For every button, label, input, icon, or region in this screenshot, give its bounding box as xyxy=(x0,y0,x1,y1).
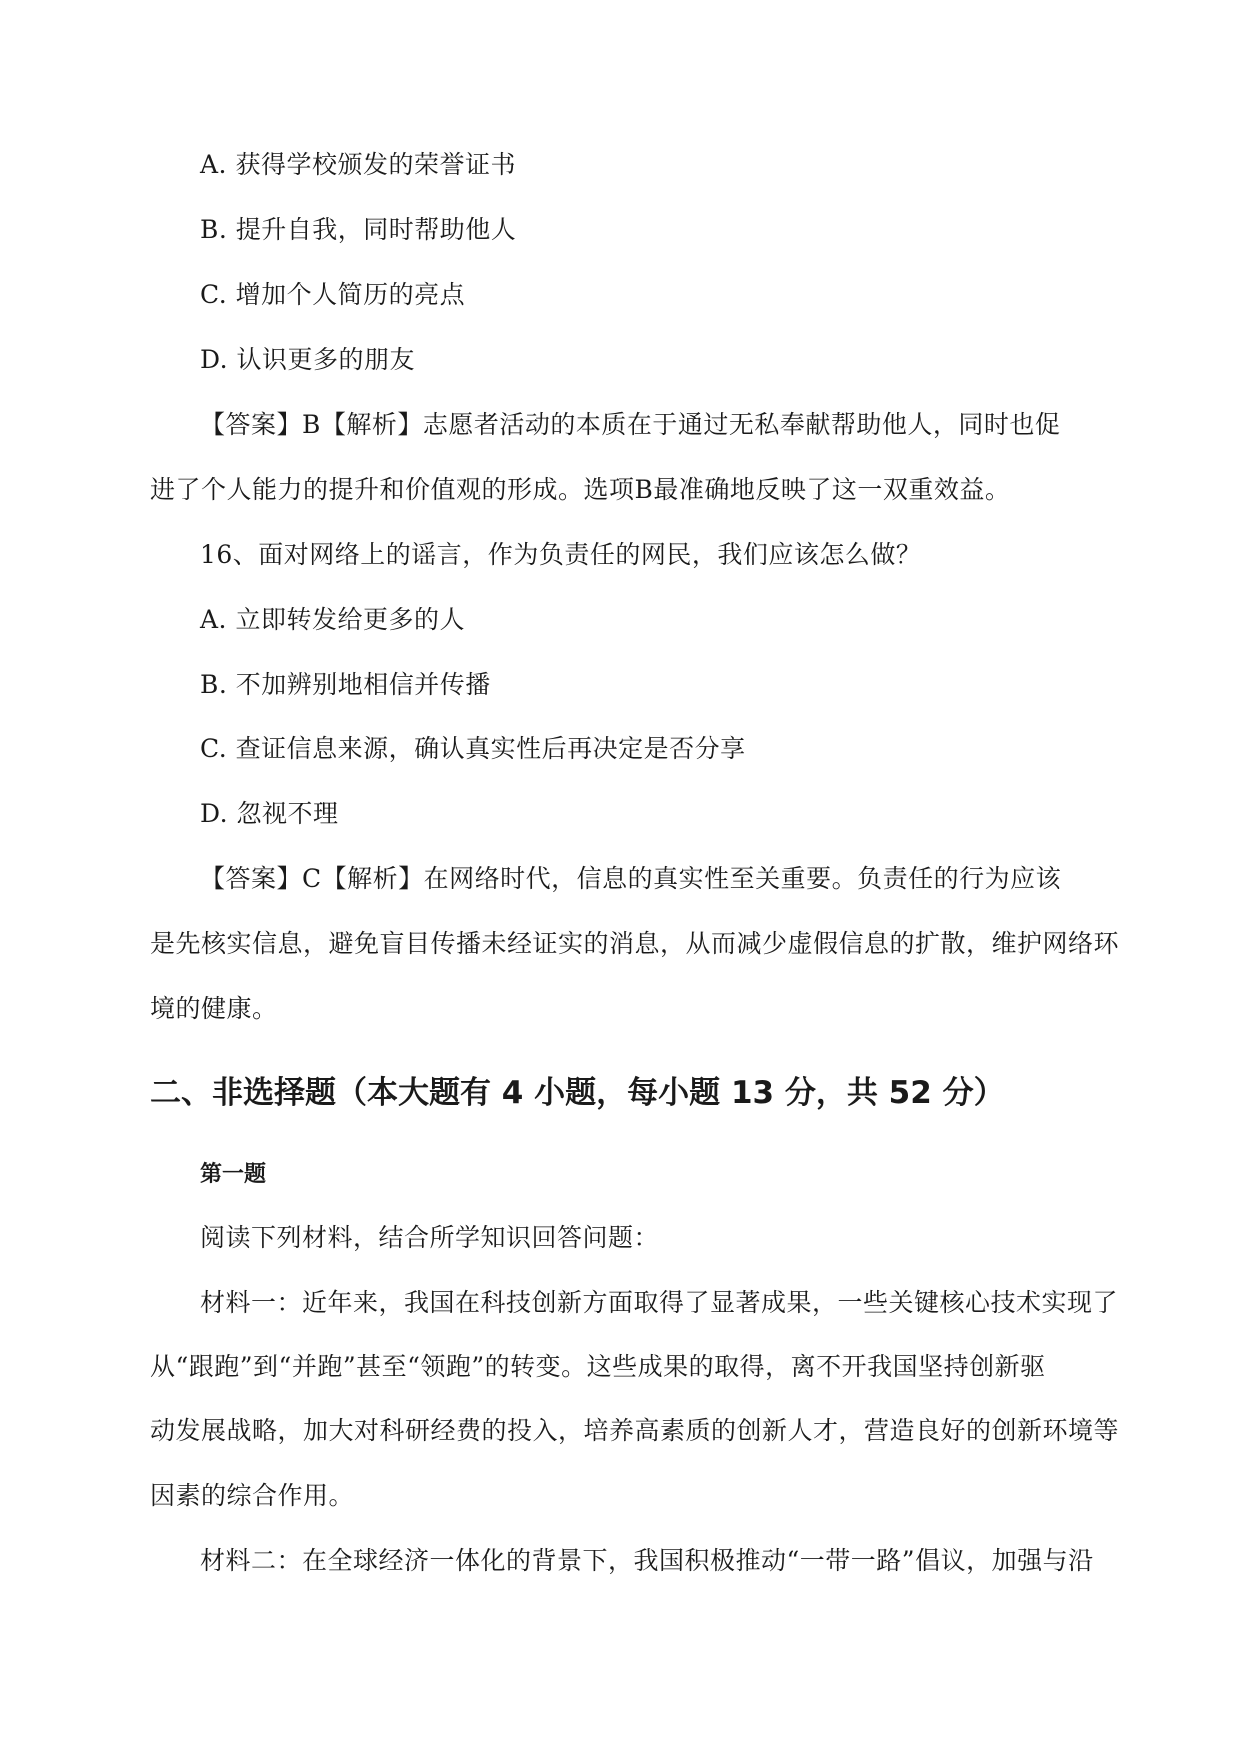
q16-option-d: D. 忽视不理 xyxy=(200,799,339,828)
q16-question: 16、面对网络上的谣言，作为负责任的网民，我们应该怎么做？ xyxy=(200,540,922,569)
q15-option-d: D. 认识更多的朋友 xyxy=(200,345,416,374)
q16-answer-analysis xyxy=(200,864,1061,894)
q16-option-c: C. 查证信息来源，确认真实性后再决定是否分享 xyxy=(200,734,746,763)
material1-line2: 从“跟跑”到“并跑”甚至“领跑”的转变。这些成果的取得，离不开我国坚持创新驱 xyxy=(150,1352,1046,1381)
q15-option-b: B. 提升自我，同时帮助他人 xyxy=(200,215,517,244)
material1-line4: 因素的综合作用。 xyxy=(150,1481,355,1510)
q15-option-a: A. 获得学校颁发的荣誉证书 xyxy=(200,150,516,179)
material1-line1: 材料一：近年来，我国在科技创新方面取得了显著成果，一些关键核心技术实现了 xyxy=(200,1288,1119,1317)
question-subheading: 第一题 xyxy=(200,1162,267,1187)
q15-answer-analysis xyxy=(200,410,1060,440)
material2-line1: 材料二：在全球经济一体化的背景下，我国积极推动“一带一路”倡议，加强与沿 xyxy=(200,1546,1094,1575)
q16-option-a: A. 立即转发给更多的人 xyxy=(200,605,465,634)
section-heading: 二、非选择题（本大题有 4 小题，每小题 13 分，共 52 分） xyxy=(150,1075,1005,1111)
q16-analysis-line2: 是先核实信息，避免盲目传播未经证实的消息，从而减少虚假信息的扩散，维护网络环 xyxy=(150,929,1120,958)
q15-option-c: C. 增加个人简历的亮点 xyxy=(200,280,466,309)
q16-option-b: B. 不加辨别地相信并传播 xyxy=(200,670,491,699)
material1-line3: 动发展战略，加大对科研经费的投入，培养高素质的创新人才，营造良好的创新环境等 xyxy=(150,1416,1120,1445)
q16-analysis-line1: 【解析】在网络时代，信息的真实性至关重要。负责任的行为应该 xyxy=(321,864,1062,893)
q15-answer: 【答案】B xyxy=(200,410,321,439)
material-intro: 阅读下列材料，结合所学知识回答问题： xyxy=(200,1223,660,1252)
q15-analysis-line2: 进了个人能力的提升和价值观的形成。选项B最准确地反映了这一双重效益。 xyxy=(150,475,1011,504)
q16-answer: 【答案】C xyxy=(200,864,322,893)
q16-analysis-line3: 境的健康。 xyxy=(150,994,278,1023)
q15-analysis-line1: 【解析】志愿者活动的本质在于通过无私奉献帮助他人，同时也促 xyxy=(320,410,1061,439)
